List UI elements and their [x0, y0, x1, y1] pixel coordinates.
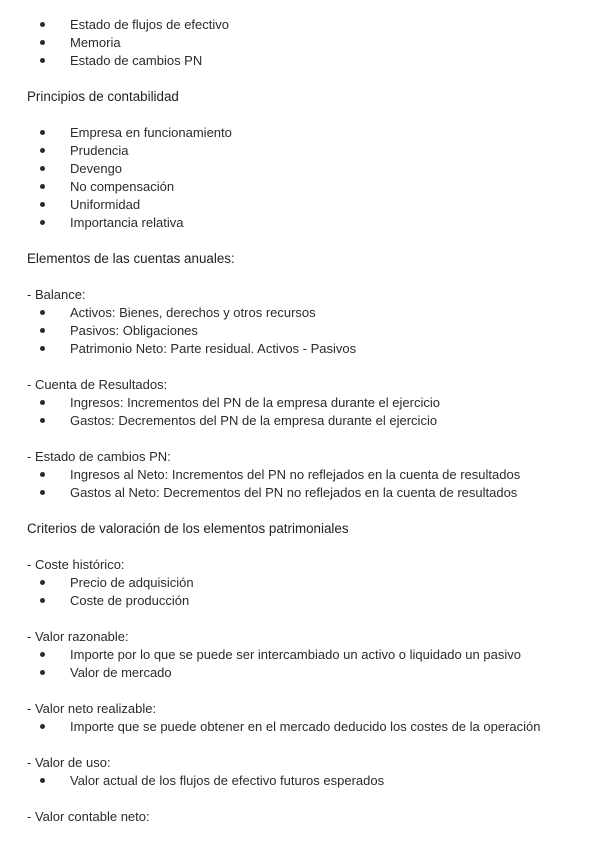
- bullet-icon: [40, 346, 45, 351]
- list-item: Gastos al Neto: Decrementos del PN no reflejados en la cuenta de resultados: [0, 484, 600, 502]
- list-item: Estado de cambios PN: [0, 52, 600, 70]
- bullet-icon: [40, 166, 45, 171]
- bullet-icon: [40, 400, 45, 405]
- list-item: Gastos: Decrementos del PN de la empresa durante el ejercicio: [0, 412, 600, 430]
- list-item: Ingresos al Neto: Incrementos del PN no reflejados en la cuenta de resultados: [0, 466, 600, 484]
- list-item: Precio de adquisición: [0, 574, 600, 592]
- list-item: Valor actual de los flujos de efectivo futuros esperados: [0, 772, 600, 790]
- bullet-icon: [40, 670, 45, 675]
- list-item: Patrimonio Neto: Parte residual. Activos - Pasivos: [0, 340, 600, 358]
- bullet-icon: [40, 598, 45, 603]
- section-heading-principios: Principios de contabilidad: [27, 89, 179, 104]
- bullet-icon: [40, 220, 45, 225]
- bullet-icon: [40, 490, 45, 495]
- list-item: Importancia relativa: [0, 214, 600, 232]
- bullet-icon: [40, 40, 45, 45]
- list-item: Importe que se puede obtener en el mercado deducido los costes de la operación: [0, 718, 600, 736]
- list-item: Importe por lo que se puede ser intercambiado un activo o liquidado un pasivo: [0, 646, 600, 664]
- list-item: Pasivos: Obligaciones: [0, 322, 600, 340]
- list-item: Activos: Bienes, derechos y otros recursos: [0, 304, 600, 322]
- bullet-icon: [40, 472, 45, 477]
- bullet-icon: [40, 652, 45, 657]
- group-label: - Valor razonable:: [27, 629, 129, 644]
- bullet-icon: [40, 418, 45, 423]
- list-item: Empresa en funcionamiento: [0, 124, 600, 142]
- bullet-icon: [40, 328, 45, 333]
- section-heading-criterios: Criterios de valoración de los elementos patrimoniales: [27, 521, 349, 536]
- bullet-icon: [40, 310, 45, 315]
- bullet-icon: [40, 580, 45, 585]
- group-label: - Valor de uso:: [27, 755, 111, 770]
- section-heading-elementos: Elementos de las cuentas anuales:: [27, 251, 235, 266]
- list-item: Prudencia: [0, 142, 600, 160]
- group-label: - Valor contable neto:: [27, 809, 150, 824]
- bullet-icon: [40, 58, 45, 63]
- list-item: Estado de flujos de efectivo: [0, 16, 600, 34]
- list-item: Coste de producción: [0, 592, 600, 610]
- bullet-icon: [40, 202, 45, 207]
- bullet-icon: [40, 22, 45, 27]
- list-item: Memoria: [0, 34, 600, 52]
- list-item: Valor de mercado: [0, 664, 600, 682]
- bullet-icon: [40, 184, 45, 189]
- list-item: Ingresos: Incrementos del PN de la empresa durante el ejercicio: [0, 394, 600, 412]
- bullet-icon: [40, 130, 45, 135]
- group-label: - Balance:: [27, 287, 86, 302]
- group-label: - Cuenta de Resultados:: [27, 377, 168, 392]
- list-item: No compensación: [0, 178, 600, 196]
- group-label: - Estado de cambios PN:: [27, 449, 171, 464]
- list-item: Uniformidad: [0, 196, 600, 214]
- list-item: Devengo: [0, 160, 600, 178]
- bullet-icon: [40, 148, 45, 153]
- bullet-icon: [40, 778, 45, 783]
- bullet-icon: [40, 724, 45, 729]
- group-label: - Coste histórico:: [27, 557, 125, 572]
- group-label: - Valor neto realizable:: [27, 701, 157, 716]
